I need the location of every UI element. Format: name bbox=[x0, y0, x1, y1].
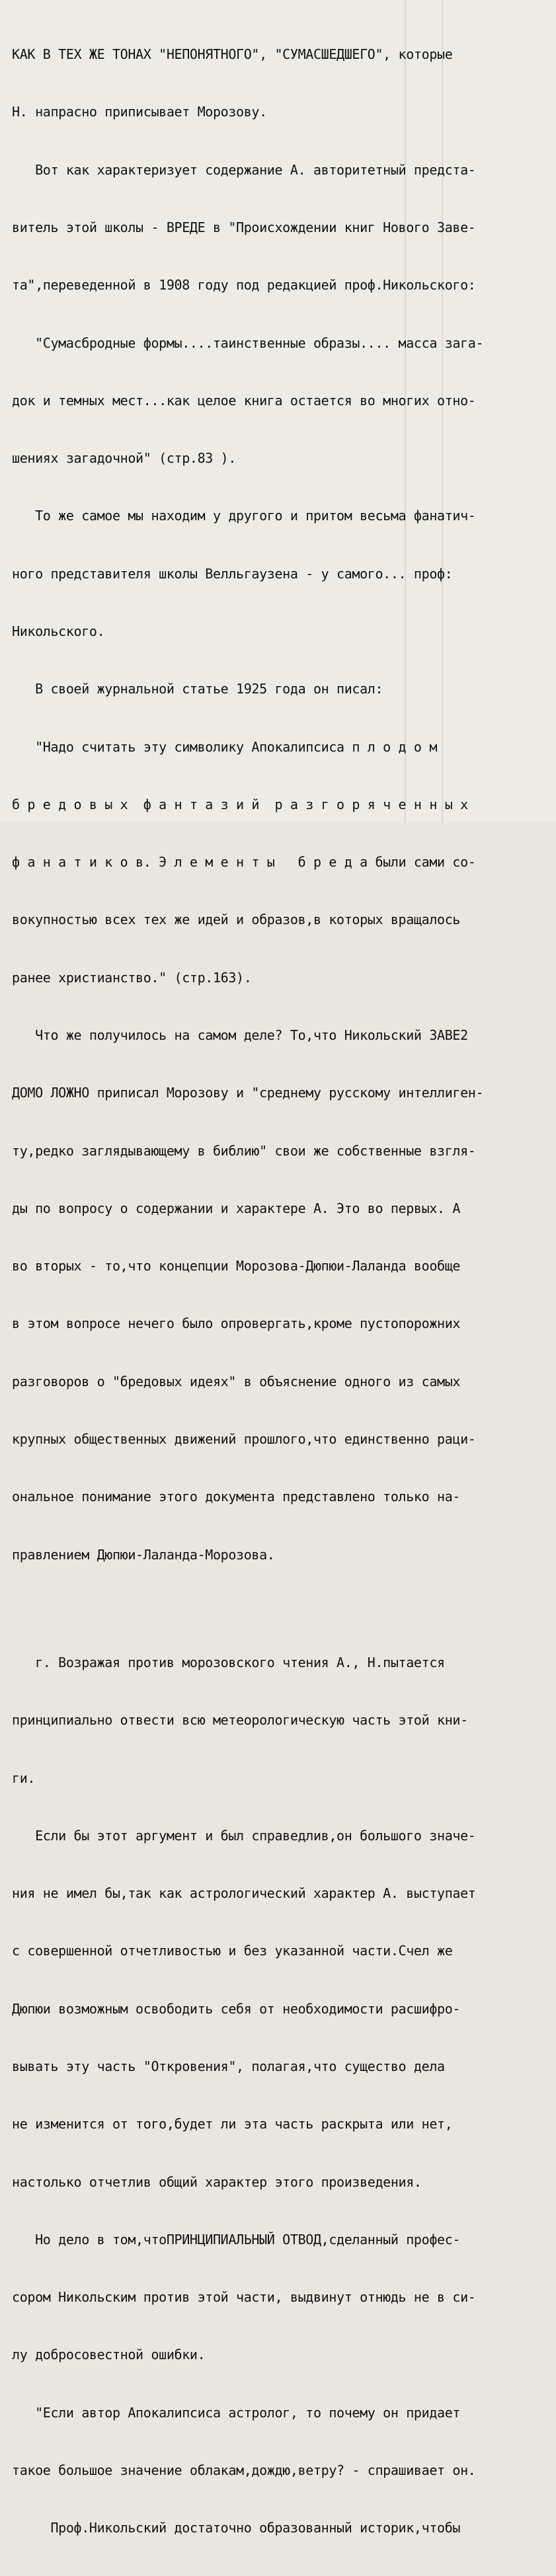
text-line: с совершенной отчетливостью и без указанной части.Счел же bbox=[12, 1943, 453, 1959]
text-line: принципиально отвести всю метеорологическую часть этой кни- bbox=[12, 1712, 468, 1729]
text-line: такое большое значение облакам,дождю,ветру? - спрашивает он. bbox=[12, 2462, 476, 2478]
text-line: Дюпюи возможным освободить себя от необходимости расшифро- bbox=[12, 2000, 461, 2017]
text-line: Вот как характеризует содержание А. авторитетный предста- bbox=[12, 161, 476, 178]
text-line: настолько отчетлив общий характер этого произведения. bbox=[12, 2173, 422, 2190]
text-line: ного представителя школы Велльгаузена - у самого... проф: bbox=[12, 565, 453, 582]
text-line: ния не имел бы,так как астрологический характер А. выступает bbox=[12, 1885, 476, 1902]
typewritten-text bbox=[12, 7, 545, 2576]
text-line: Если бы этот аргумент и был справедлив,он большого значе- bbox=[12, 1827, 476, 1844]
text-line: крупных общественных движений прошлого,что единственно раци- bbox=[12, 1430, 476, 1447]
text-line: вывать эту часть "Откровения", полагая,что существо дела bbox=[12, 2058, 445, 2074]
text-line: То же самое мы находим у другого и притом весьма фанатич- bbox=[12, 508, 476, 524]
text-line: док и темных мест...как целое книга остается во многих отно- bbox=[12, 392, 476, 409]
text-line: ранее христианство." (стр.163). bbox=[12, 969, 252, 986]
text-line: Проф.Никольский достаточно образованный историк,чтобы bbox=[12, 2520, 461, 2536]
text-line: в этом вопросе нечего было опровергать,кроме пустопорожних bbox=[12, 1315, 461, 1332]
text-line: "Если автор Апокалипсиса астролог, то почему он придает bbox=[12, 2404, 461, 2421]
text-line: ональное понимание этого документа представлено только на- bbox=[12, 1489, 461, 1505]
text-line: витель этой школы - ВРЕДЕ в "Происхождении книг Нового Заве- bbox=[12, 219, 476, 236]
text-line: Но дело в том,чтоПРИНЦИПИАЛЬНЫЙ ОТВОД,сделанный профес- bbox=[12, 2231, 461, 2247]
text-line: Никольского. bbox=[12, 623, 105, 639]
paragraph-gap bbox=[12, 1603, 545, 1615]
text-line: разговоров о "бредовых идеях" в объяснение одного из самых bbox=[12, 1373, 461, 1389]
text-line: та",переведенной в 1908 году под редакцией проф.Никольского: bbox=[12, 277, 476, 293]
text-line: ды по вопросу о содержании и характере А. Это во первых. А bbox=[12, 1200, 461, 1216]
text-line: В своей журнальной статье 1925 года он писал: bbox=[12, 681, 383, 697]
text-line: лу добросовестной ошибки. bbox=[12, 2347, 206, 2363]
text-line: сором Никольским против этой части, выдвинут отнюдь не в си- bbox=[12, 2289, 476, 2306]
text-line: вокупностью всех тех же идей и образов,в которых вращалось bbox=[12, 912, 461, 928]
text-line: не изменится от того,будет ли эта часть раскрыта или нет, bbox=[12, 2116, 453, 2132]
text-line: "Сумасбродные формы....таинственные образы.... масса зага- bbox=[12, 334, 484, 351]
text-line: ДОМО ЛОЖНО приписал Морозову и "среднему русскому интеллиген- bbox=[12, 1085, 484, 1101]
text-line: б р е д о в ы х ф а н т а з и й р а з г о р я ч е н н ы х bbox=[12, 796, 468, 812]
text-line: ги. bbox=[12, 1770, 36, 1786]
text-line: ф а н а т и к о в. Э л е м е н т ы б р е д а были сами со- bbox=[12, 854, 476, 871]
text-line: г. Возражая против морозовского чтения А., Н.пытается bbox=[12, 1654, 445, 1670]
text-line: КАК В ТЕХ ЖЕ ТОНАХ "НЕПОНЯТНОГО", "СУМАСШЕДШЕГО", которые bbox=[12, 46, 453, 63]
text-line: Н. напрасно приписывает Морозову. bbox=[12, 104, 267, 120]
text-line: шениях загадочной" (стр.83 ). bbox=[12, 450, 237, 467]
text-line: во вторых - то,что концепции Морозова-Дюпюи-Лаланда вообще bbox=[12, 1258, 461, 1274]
text-line: Что же получилось на самом деле? То,что Никольский ЗАВЕ2 bbox=[12, 1027, 468, 1043]
text-line: ту,редко заглядывающему в библию" свои же собственные взгля- bbox=[12, 1142, 476, 1159]
text-line: "Надо считать эту символику Апокалипсиса п л о д о м bbox=[12, 738, 438, 755]
text-line: правлением Дюпюи-Лаланда-Морозова. bbox=[12, 1546, 275, 1563]
